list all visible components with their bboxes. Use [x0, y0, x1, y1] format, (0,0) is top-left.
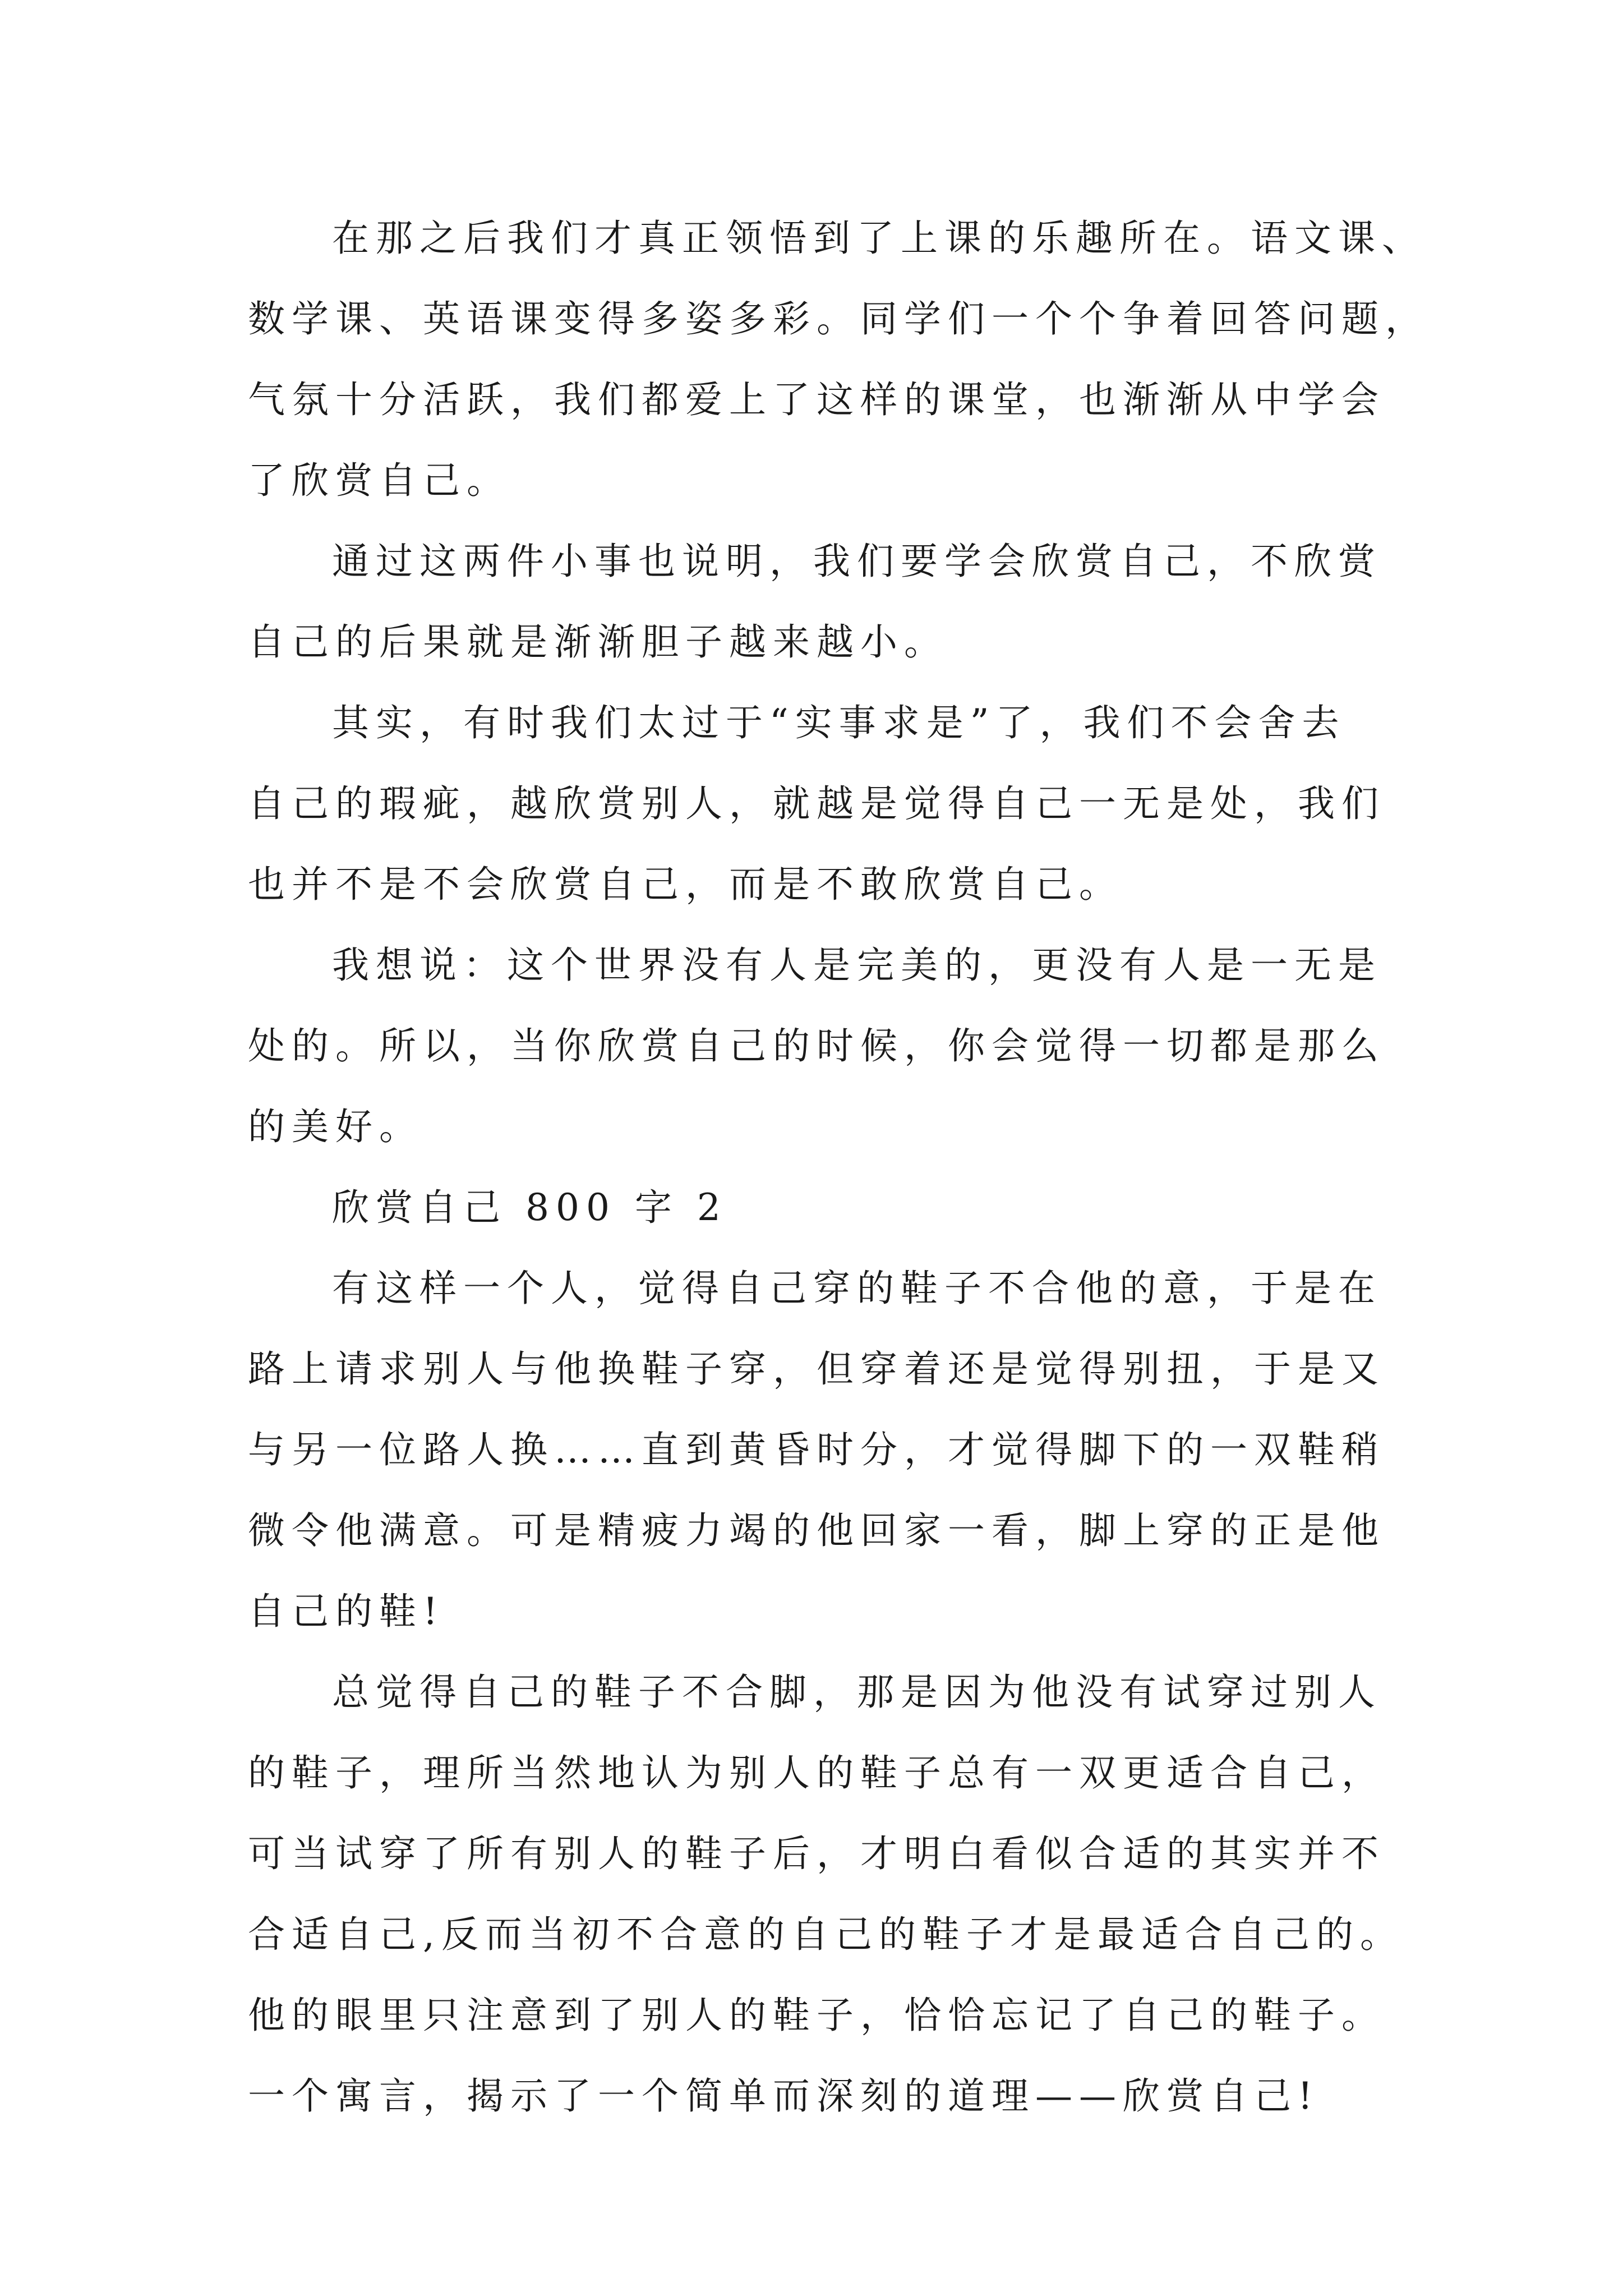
paragraph-7-line-4: 合适自己,反而当初不合意的自己的鞋子才是最适合自己的。 [248, 1913, 1404, 1956]
paragraph-7-line-5: 他的眼里只注意到了别人的鞋子，恰恰忘记了自己的鞋子。 [248, 1994, 1385, 2037]
paragraph-6-line-5: 自己的鞋! [248, 1590, 445, 1633]
paragraph-3-line-3: 也并不是不会欣赏自己，而是不敢欣赏自己。 [248, 863, 1123, 906]
paragraph-2-line-1: 通过这两件小事也说明，我们要学会欣赏自己，不欣赏 [332, 540, 1382, 583]
paragraph-4-line-2: 处的。所以，当你欣赏自己的时候，你会觉得一切都是那么 [248, 1024, 1385, 1068]
paragraph-7-line-6: 一个寓言，揭示了一个简单而深刻的道理——欣赏自己! [248, 2074, 1320, 2118]
paragraph-1-line-3: 气氛十分活跃，我们都爱上了这样的课堂，也渐渐从中学会 [248, 378, 1385, 421]
paragraph-6-line-1: 有这样一个人，觉得自己穿的鞋子不合他的意，于是在 [332, 1267, 1382, 1310]
paragraph-7-line-1: 总觉得自己的鞋子不合脚，那是因为他没有试穿过别人 [332, 1671, 1382, 1714]
paragraph-1-line-4: 了欣赏自己。 [248, 459, 510, 502]
paragraph-6-line-3: 与另一位路人换……直到黄昏时分，才觉得脚下的一双鞋稍 [248, 1428, 1385, 1471]
paragraph-3-line-2: 自己的瑕疵，越欣赏别人，就越是觉得自己一无是处，我们 [248, 782, 1385, 825]
paragraph-1-line-2: 数学课、英语课变得多姿多彩。同学们一个个争着回答问题， [248, 297, 1429, 341]
paragraph-3-line-1: 其实，有时我们太过于“实事求是”了，我们不会舍去 [332, 701, 1346, 744]
paragraph-1-line-1: 在那之后我们才真正领悟到了上课的乐趣所在。语文课、 [332, 217, 1426, 260]
paragraph-6-line-2: 路上请求别人与他换鞋子穿，但穿着还是觉得别扭，于是又 [248, 1347, 1385, 1391]
section-heading: 欣赏自己 800 字 2 [332, 1186, 727, 1229]
paragraph-2-line-2: 自己的后果就是渐渐胆子越来越小。 [248, 620, 948, 664]
paragraph-7-line-2: 的鞋子，理所当然地认为别人的鞋子总有一双更适合自己， [248, 1751, 1385, 1795]
paragraph-6-line-4: 微令他满意。可是精疲力竭的他回家一看，脚上穿的正是他 [248, 1509, 1385, 1552]
paragraph-7-line-3: 可当试穿了所有别人的鞋子后，才明白看似合适的其实并不 [248, 1832, 1385, 1875]
paragraph-4-line-1: 我想说：这个世界没有人是完美的，更没有人是一无是 [332, 944, 1382, 987]
paragraph-4-line-3: 的美好。 [248, 1105, 423, 1148]
